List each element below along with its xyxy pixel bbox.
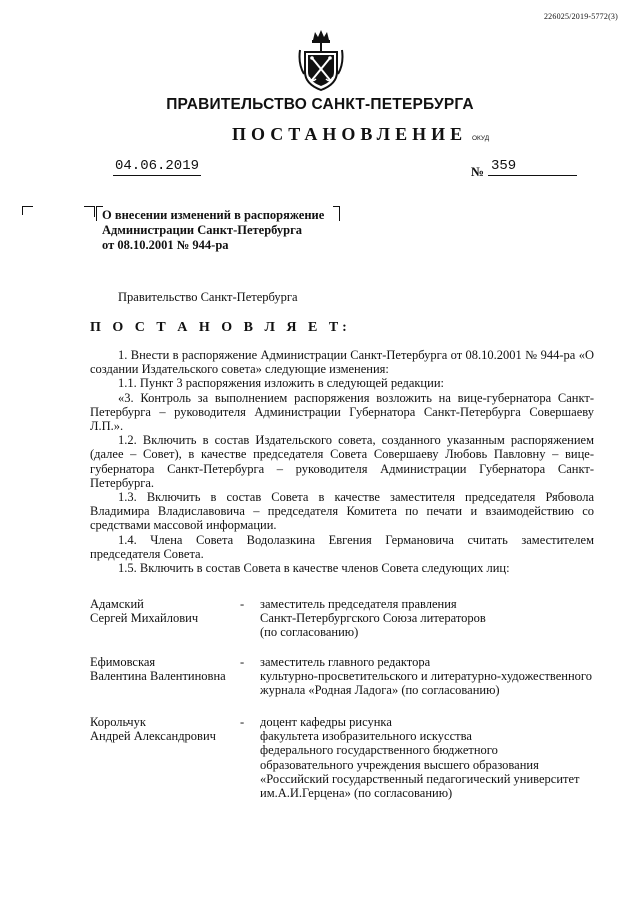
position-line: Санкт-Петербургского Союза литераторов bbox=[260, 611, 486, 626]
paragraph: 1.3. Включить в состав Совета в качестве заместителя председателя Рябовола Владимира Владиславовича – председателя Комитета по печати и взаимодействию со средствами массовой информации. bbox=[90, 490, 594, 533]
document-date: 04.06.2019 bbox=[114, 158, 199, 174]
position-line: заместитель председателя правления bbox=[260, 597, 457, 611]
member-position bbox=[260, 715, 600, 800]
member-position bbox=[260, 597, 600, 640]
member-given-names: Сергей Михайлович bbox=[90, 611, 199, 626]
okud-label: ОКУД bbox=[472, 135, 490, 142]
paragraph: 1.2. Включить в состав Издательского совета, созданного указанным распоряжением (далее – Совет), в качестве председателя Совета Совершаеву Любовь Павловну – вице-губернатора Санкт-Петербурга – руководителя Администрации Губернатора Санкт-Петербурга. bbox=[90, 433, 594, 490]
position-line: культурно-просветительского и литературно-художественного bbox=[260, 669, 592, 684]
member-dash: - bbox=[240, 655, 245, 669]
document-subject bbox=[102, 208, 342, 253]
document-registration-number: 226025/2019-5772(3) bbox=[543, 12, 618, 21]
subject-line: от 08.10.2001 № 944-ра bbox=[102, 238, 229, 252]
position-line: (по согласованию) bbox=[260, 625, 359, 640]
member-surname: Ефимовская bbox=[90, 655, 156, 669]
position-line: федерального государственного бюджетного bbox=[260, 743, 498, 758]
member-surname: Корольчук bbox=[90, 715, 146, 729]
subject-line: О внесении изменений в распоряжение bbox=[102, 208, 325, 222]
paragraph: 1.5. Включить в состав Совета в качестве членов Совета следующих лиц: bbox=[118, 561, 510, 576]
member-name bbox=[90, 597, 240, 625]
position-line: заместитель главного редактора bbox=[260, 655, 431, 669]
position-line: доцент кафедры рисунка bbox=[260, 715, 392, 729]
paragraph: 1.4. Члена Совета Водолазкина Евгения Германовича считать заместителем председателя Совета. bbox=[90, 532, 594, 561]
member-given-names: Валентина Валентиновна bbox=[90, 669, 226, 684]
paragraph: «3. Контроль за выполнением распоряжения возложить на вице-губернатора Санкт-Петербурга – руководителя Администрации Губернатора Санкт-Петербурга Совершаеву Л.П.». bbox=[90, 390, 594, 434]
member-dash: - bbox=[240, 597, 245, 611]
number-sign: № bbox=[471, 164, 485, 179]
paragraph: 1. Внести в распоряжение Администрации Санкт-Петербурга от 08.10.2001 № 944-ра «О создании Издательского совета» следующие изменения: bbox=[90, 348, 594, 377]
position-line: «Российский государственный педагогический университет bbox=[260, 771, 580, 786]
resolution-body bbox=[90, 348, 594, 575]
government-title: ПРАВИТЕЛЬСТВО САНКТ-ПЕТЕРБУРГА bbox=[166, 96, 474, 113]
position-line: образовательного учреждения высшего образования bbox=[260, 757, 539, 772]
resolve-heading: П О С Т А Н О В Л Я Е Т: bbox=[90, 320, 351, 335]
position-line: им.А.И.Герцена» (по согласованию) bbox=[260, 786, 453, 801]
position-line: факультета изобразительного искусства bbox=[260, 729, 472, 744]
member-name bbox=[90, 655, 240, 683]
coat-of-arms-icon bbox=[298, 28, 344, 92]
member-name bbox=[90, 715, 240, 743]
member-given-names: Андрей Александрович bbox=[90, 729, 216, 744]
position-line: журнала «Родная Ладога» (по согласованию) bbox=[260, 683, 500, 698]
corner-mark bbox=[84, 206, 95, 217]
subject-line: Администрации Санкт-Петербурга bbox=[102, 223, 303, 237]
document-type-title: ПОСТАНОВЛЕНИЕ bbox=[232, 124, 468, 144]
corner-mark bbox=[22, 206, 33, 215]
document-number: 359 bbox=[488, 158, 577, 176]
paragraph: 1.1. Пункт 3 распоряжения изложить в следующей редакции: bbox=[118, 376, 444, 391]
member-surname: Адамский bbox=[90, 597, 144, 611]
member-position bbox=[260, 655, 600, 698]
member-dash: - bbox=[240, 715, 245, 729]
preamble: Правительство Санкт-Петербурга bbox=[118, 290, 298, 304]
